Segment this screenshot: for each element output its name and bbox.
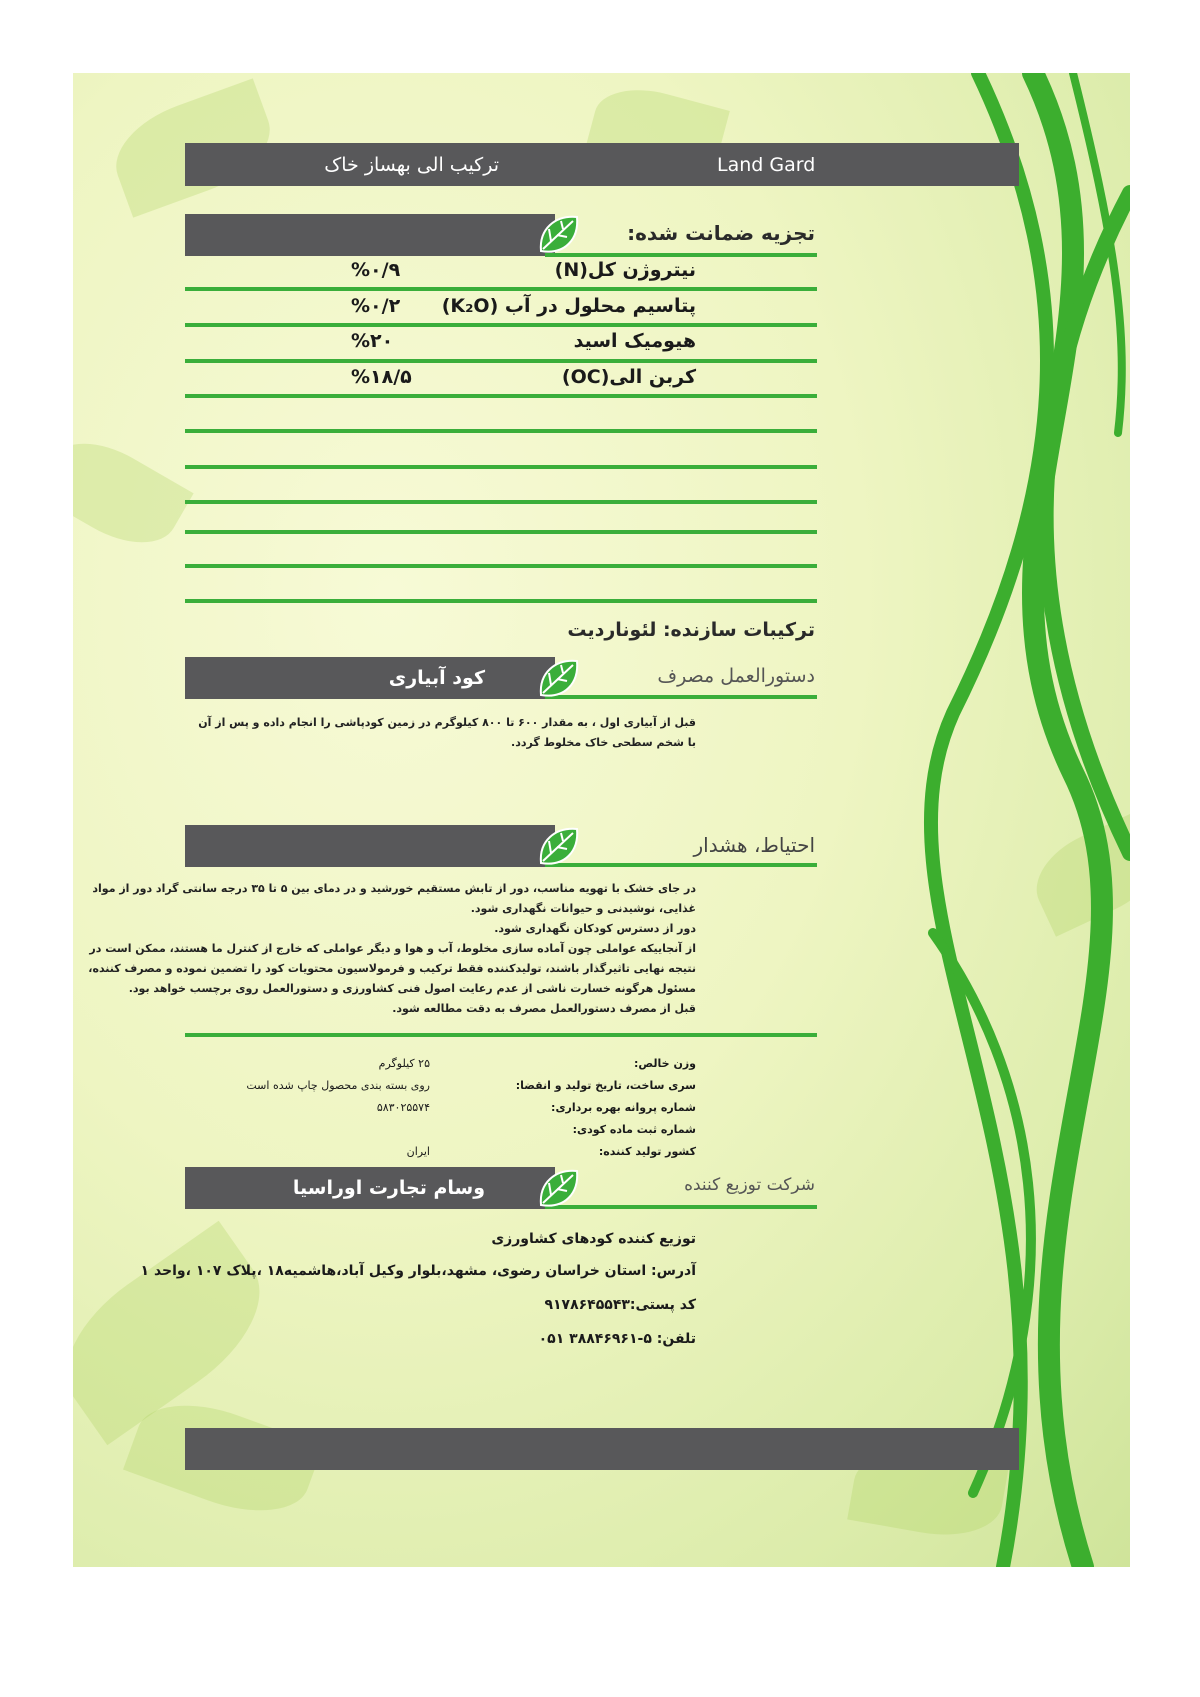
label-sheet <box>73 73 1130 1567</box>
warning-line: دور از دسترس کودکان نگهداری شود. <box>494 922 696 935</box>
brand-name: Land Gard <box>717 153 816 176</box>
analysis-row-value: %۲۰ <box>351 330 394 352</box>
spec-label: شماره پروانه بهره برداری: <box>551 1101 696 1114</box>
usage-bar <box>185 657 555 699</box>
warning-line: در جای خشک با تهویه مناسب، دور از تابش مستقیم خورشید و در دمای بین ۵ تا ۳۵ درجه سانتی گراد دور از مواد <box>92 882 696 895</box>
row-divider <box>185 465 817 469</box>
warning-title: احتیاط، هشدار <box>693 833 815 857</box>
row-divider <box>185 530 817 534</box>
spec-value: ۲۵ کیلوگرم <box>378 1057 430 1070</box>
usage-text <box>73 713 696 753</box>
product-name: ترکیب الی بهساز خاک <box>324 153 499 176</box>
distributor-role: توزیع کننده کودهای کشاورزی <box>491 1231 696 1247</box>
spec-label: کشور تولید کننده: <box>598 1145 696 1158</box>
distributor-bar <box>185 1167 555 1209</box>
warning-line: مسئول هرگونه خسارت ناشی از عدم رعایت اصول فنی کشاورزی و دستورالعمل روی برچسب خواهد بود. <box>128 982 696 995</box>
ingredients-line: ترکیبات سازنده: لئوناردیت <box>567 619 815 641</box>
leaf-icon <box>535 1165 581 1211</box>
analysis-row-value: %۰/۲ <box>351 295 401 317</box>
warning-bar <box>185 825 555 867</box>
spec-value: ایران <box>406 1145 430 1158</box>
analysis-row-label: هیومیک اسید <box>573 330 696 352</box>
header-bar <box>185 143 1019 186</box>
analysis-row-label: پتاسیم محلول در آب (K₂O) <box>441 295 696 317</box>
spec-value: روی بسته بندی محصول چاپ شده است <box>246 1079 430 1092</box>
distributor-postal-code: کد پستی:۹۱۷۸۶۴۵۵۴۳ <box>544 1297 696 1313</box>
row-divider <box>185 323 817 327</box>
leaf-icon <box>535 823 581 869</box>
leaf-icon <box>535 211 581 257</box>
analysis-row-value: %۰/۹ <box>351 259 401 281</box>
section-underline <box>545 1205 817 1209</box>
distributor-address: آدرس: استان خراسان رضوی، مشهد،بلوار وکیل آباد،هاشمیه۱۸ ،پلاک ۱۰۷ ،واحد ۱ <box>140 1263 696 1279</box>
row-divider <box>185 564 817 568</box>
row-divider <box>185 287 817 291</box>
warning-line: از آنجاییکه عواملی چون آماده سازی مخلوط، آب و هوا و دیگر عواملی که خارج از کنترل ما هستند، ممکن است در <box>89 942 696 955</box>
warning-line: نتیجه نهایی تاثیرگذار باشند، تولیدکننده فقط ترکیب و فرمولاسیون محتویات کود را تضمین نموده و مصرف کننده، <box>88 962 696 975</box>
row-divider <box>185 599 817 603</box>
spec-label: سری ساخت، تاریخ تولید و انقضا: <box>515 1079 696 1092</box>
row-divider <box>185 429 817 433</box>
row-divider <box>185 394 817 398</box>
warning-line: قبل از مصرف دستورالعمل مصرف به دقت مطالعه شود. <box>392 1002 696 1015</box>
section-underline <box>545 863 817 867</box>
warning-line: غذایی، نوشیدنی و حیوانات نگهداری شود. <box>470 902 696 915</box>
usage-title: دستورالعمل مصرف <box>657 665 815 687</box>
spec-label: شماره ثبت ماده کودی: <box>572 1123 696 1136</box>
distributor-company: وسام تجارت اوراسیا <box>292 1177 485 1199</box>
row-divider <box>185 500 817 504</box>
section-divider <box>185 1033 817 1037</box>
spec-label: وزن خالص: <box>634 1057 696 1070</box>
usage-line: قبل از آبیاری اول ، به مقدار ۶۰۰ تا ۸۰۰ کیلوگرم در زمین کودپاشی را انجام داده و پس از آن <box>198 716 696 729</box>
distributor-title: شرکت توزیع کننده <box>684 1175 815 1195</box>
usage-line: با شخم سطحی خاک مخلوط گردد. <box>511 736 696 749</box>
distributor-phone: تلفن: ۵-۳۸۸۴۶۹۶۱ ۰۵۱ <box>538 1331 696 1347</box>
leaf-icon <box>535 655 581 701</box>
row-divider <box>185 359 817 363</box>
section-underline <box>545 695 817 699</box>
analysis-title: تجزیه ضمانت شده: <box>627 221 815 245</box>
analysis-row-label: نیتروژن کل(N) <box>554 259 696 281</box>
spec-value: ۵۸۳۰۲۵۵۷۴ <box>376 1101 430 1114</box>
section-underline <box>545 253 817 257</box>
usage-bar-label: کود آبیاری <box>388 667 485 689</box>
analysis-bar <box>185 214 555 256</box>
warning-text <box>73 879 696 1019</box>
analysis-row-label: کربن الی(OC) <box>561 366 696 388</box>
footer-bar <box>185 1428 1019 1470</box>
analysis-row-value: %۱۸/۵ <box>351 366 412 388</box>
